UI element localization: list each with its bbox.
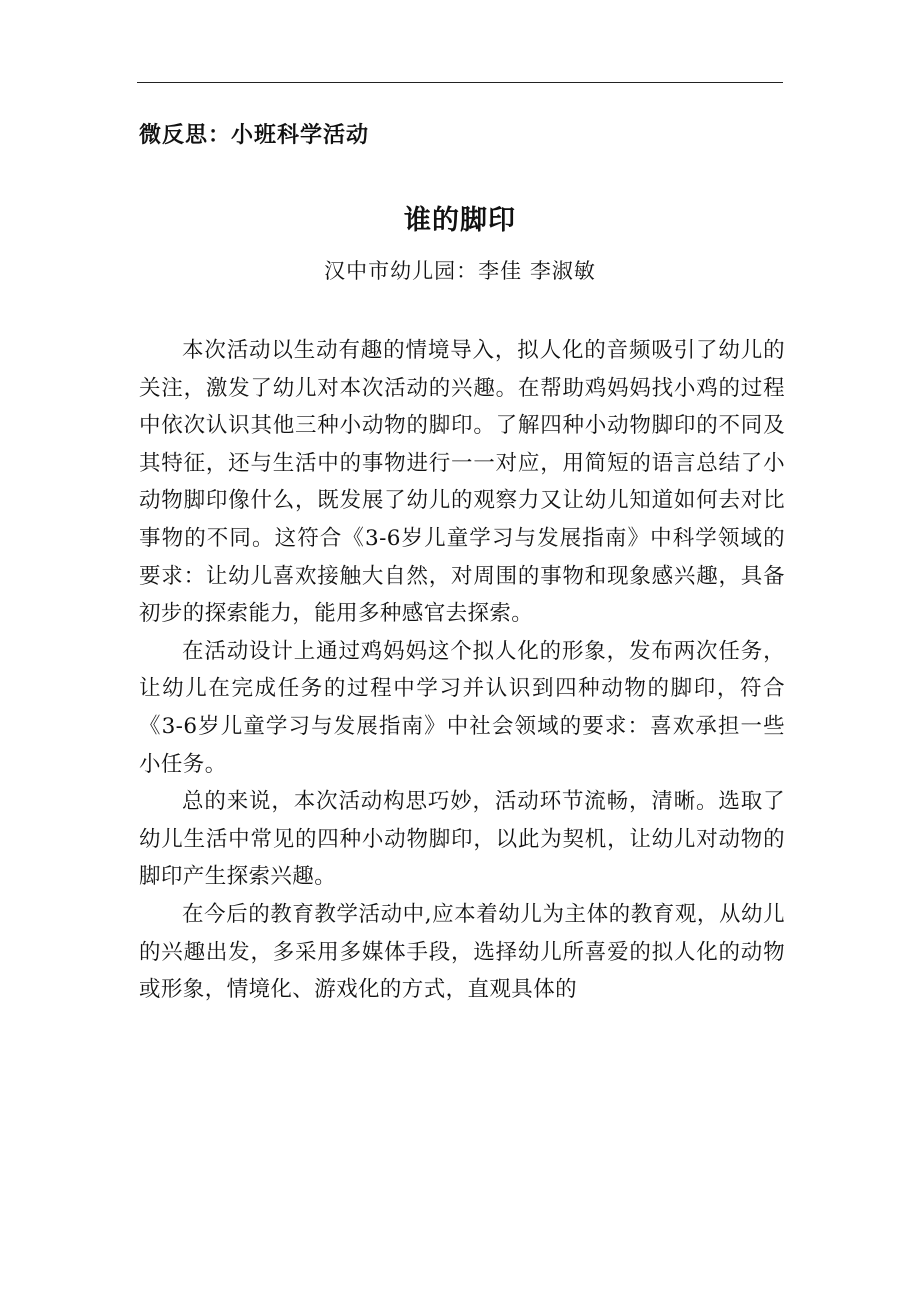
body-text — [139, 332, 785, 1009]
paragraph: 本次活动以生动有趣的情境导入，拟人化的音频吸引了幼儿的关注，激发了幼儿对本次活动的兴趣。在帮助鸡妈妈找小鸡的过程中依次认识其他三种小动物的脚印。了解四种小动物脚印的不同及其特征，还与生活中的事物进行一一对应，用简短的语言总结了小动物脚印像什么，既发展了幼儿的观察力又让幼儿知道如何去对比事物的不同。这符合《3-6岁儿童学习与发展指南》中科学领域的要求：让幼儿喜欢接触大自然，对周围的事物和现象感兴趣，具备初步的探索能力，能用多种感官去探索。 — [139, 338, 785, 627]
paragraph: 总的来说，本次活动构思巧妙，活动环节流畅，清晰。选取了幼儿生活中常见的四种小动物脚印，以此为契机，让幼儿对动物的脚印产生探索兴趣。 — [139, 789, 785, 890]
header-rule — [137, 82, 783, 83]
paragraph: 在活动设计上通过鸡妈妈这个拟人化的形象，发布两次任务，让幼儿在完成任务的过程中学习并认识到四种动物的脚印，符合《3-6岁儿童学习与发展指南》中社会领域的要求：喜欢承担一些小任务。 — [139, 638, 785, 777]
series-label: 微反思：小班科学活动 — [139, 123, 370, 148]
document-title: 谁的脚印 — [404, 205, 516, 236]
author-byline: 汉中市幼儿园：李佳 李淑敏 — [324, 259, 596, 283]
paragraph: 在今后的教育教学活动中,应本着幼儿为主体的教育观，从幼儿的兴趣出发，多采用多媒体手段，选择幼儿所喜爱的拟人化的动物或形象，情境化、游戏化的方式，直观具体的 — [139, 901, 785, 1003]
